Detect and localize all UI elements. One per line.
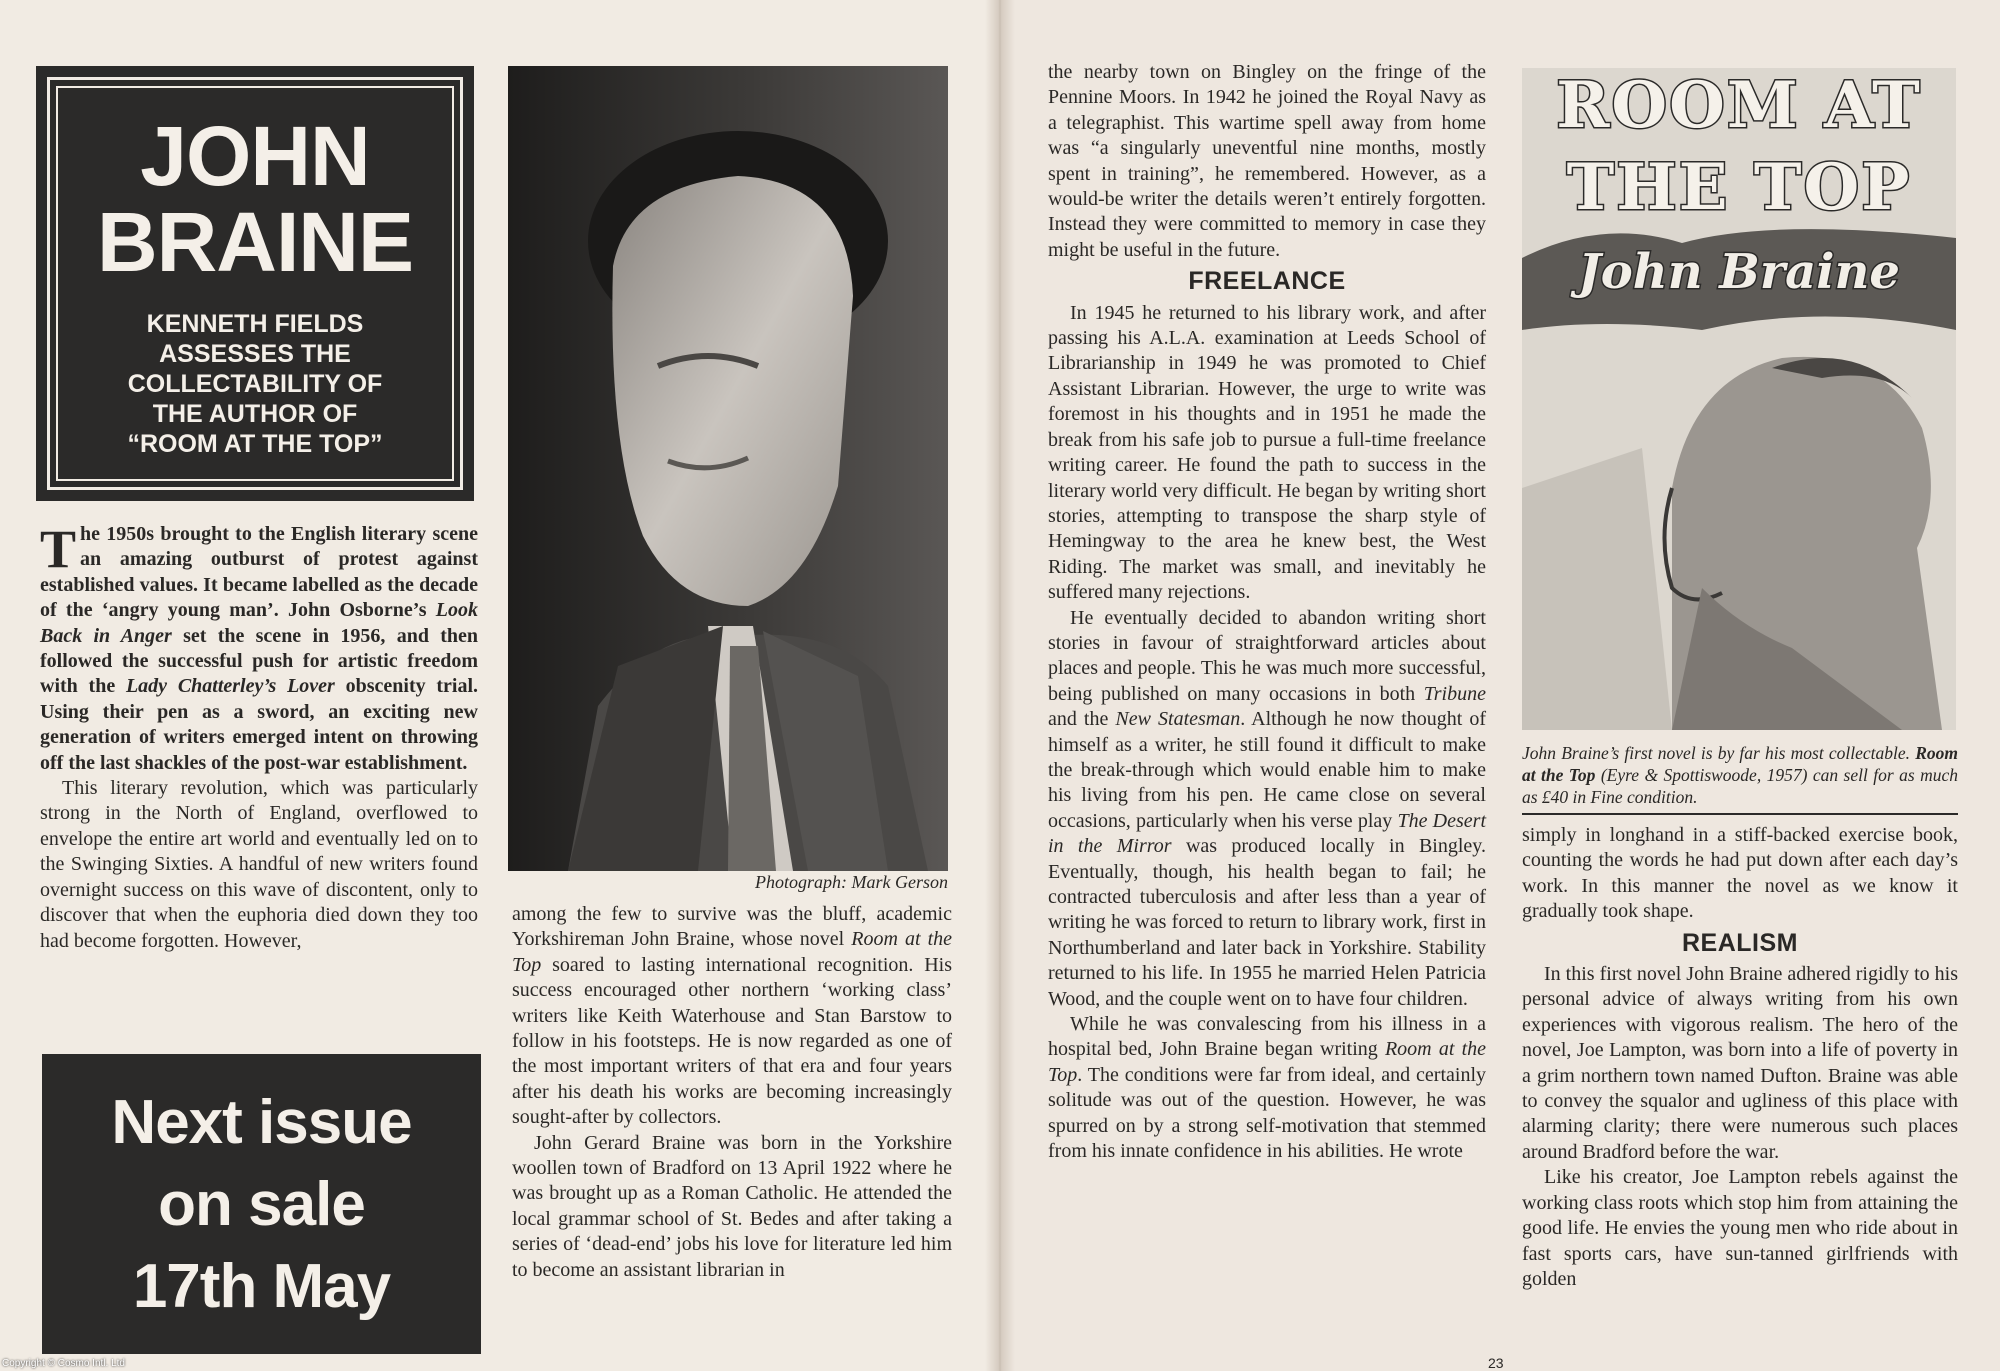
standfirst-line: ASSESSES THE xyxy=(159,340,351,368)
body-paragraph: John Gerard Braine was born in the Yorkshire woollen town of Bradford on 13 April 1922 where he was brought up as a Roman Catholic. He attended the local grammar school of St. Bedes and after taking a series of ‘dead-end’ jobs his love for literature led him to become an assistant librarian in xyxy=(512,1131,952,1281)
title-panel xyxy=(36,66,474,501)
standfirst-line: THE AUTHOR OF xyxy=(152,400,358,428)
body-paragraph: Like his creator, Joe Lampton rebels against the working class roots which stop him from attaining the good life. He envies the young men who ride about in fast sports cars, have sun-tanned girlfriends with golden xyxy=(1522,1166,1958,1290)
column-1 xyxy=(40,519,479,954)
body-paragraph: simply in longhand in a stiff-backed exercise book, counting the words he had put down after each day’s work. In this manner the novel as we know it gradually took shape. xyxy=(1522,824,1958,923)
article-title xyxy=(39,109,471,289)
next-issue-line: on sale xyxy=(158,1170,365,1239)
section-heading-freelance: FREELANCE xyxy=(1188,267,1346,296)
body-paragraph: While he was convalescing from his illness in a hospital bed, John Braine began writing Room at the Top. The conditions were far from ideal, and certainly solitude was out of the question. However, he was spurred on by a strong self-motivation that stemmed from his innate confidence in his abilities. He wrote xyxy=(1048,1013,1486,1163)
body-paragraph: This literary revolution, which was particularly strong in the North of England, overflowed to envelope the entire art world and eventually led on to the Swinging Sixties. A handful of new writers found overnight success on this wave of discontent, only to discover that when the euphoria died down they too had become forgotten. However, xyxy=(40,777,478,952)
body-paragraph: He eventually decided to abandon writing short stories in favour of straightforward articles about places and people. This he was much more successful, being published on many occasions in both Tribune and the New Statesman. Although he now thought of himself as a writer, he still found it difficult to make the break-through which would enable him to make his living from his pen. He came close on several occasions, particularly when his verse play The Desert in the Mirror was produced locally in Bingley. Eventually, though, his health began to fail; he contracted tuberculosis and after less than a year of writing he was forced to return to library work, first in Northumberland and later back in Yorkshire. Stability returned to his life. In 1955 he married Helen Patricia Wood, and the couple went on to have four children. xyxy=(1048,606,1487,1010)
author-portrait-photo xyxy=(508,66,948,871)
next-issue-line: Next issue xyxy=(111,1088,412,1157)
portrait-illustration xyxy=(508,66,948,871)
cover-title-line-1: ROOM AT xyxy=(1556,68,1922,143)
drop-cap: T xyxy=(40,519,77,579)
next-issue-line: 17th May xyxy=(132,1252,391,1321)
body-paragraph: among the few to survive was the bluff, academic Yorkshireman John Braine, whose novel Room at the Top soared to lasting international recognition. His success encouraged other northern ‘working class’ writers like Keith Waterhouse and Stan Barstow to follow in his footsteps. He is now regarded as one of the most important writers of that era and four years after his death his works are becoming increasingly sought-after by collectors. xyxy=(512,903,953,1129)
body-paragraph: In this first novel John Braine adhered rigidly to his personal advice of always writing from his own experiences with vigorous realism. The hero of the novel, Joe Lampton, was born into a life of poverty in a grim northern town named Dufton. Braine was able to convey the squalor and ugliness of this place with alarming clarity; there were numerous such places around Bradford before the war. xyxy=(1522,963,1958,1163)
column-3 xyxy=(1048,60,1486,1164)
cover-author: John Braine xyxy=(1578,244,1900,300)
article-standfirst xyxy=(69,309,441,459)
intro-paragraph: The 1950s brought to the English literary scene an amazing outburst of protest against established values. It became labelled as the decade of the ‘angry young man’. John Osborne’s Look Back in Anger set the scene in 1956, and then followed the successful push for artistic freedom with the Lady Chatterley’s Lover obscenity trial. Using their pen as a sword, an exciting new generation of writers emerged intent on throwing off the last shackles of the post-war establishment. xyxy=(40,519,479,774)
section-heading-realism: REALISM xyxy=(1682,928,1798,957)
body-paragraph: In 1945 he returned to his library work, and after passing his A.L.A. examination at Leeds School of Librarianship in 1949 he was promoted to Chief Assistant Librarian. However, the urge to write was foremost in his thoughts and in 1951 he made the break from his safe job to pursue a full-time freelance writing career. He found the path to success in the literary world very difficult. He began by writing short stories, attempting to transpose the sharp style of Hemingway to the area he knew best, the West Riding. The market was small, and inevitably he suffered many rejections. xyxy=(1048,301,1486,604)
body-paragraph: the nearby town on Bingley on the fringe of the Pennine Moors. In 1942 he joined the Royal Navy as a telegraphist. This wartime spell away from home was “a singularly uneventful nine months, mostly spent in training”, he remembered. However, as a would-be writer the details weren’t entirely forgotten. Instead they were committed to memory in case they might be useful in the future. xyxy=(1048,61,1486,261)
copyright-watermark: Copyright © Cosmo Intl. Ltd xyxy=(2,1358,125,1369)
standfirst-line: “ROOM AT THE TOP” xyxy=(127,430,383,458)
title-line-2: BRAINE xyxy=(96,195,413,289)
column-2 xyxy=(512,902,952,1283)
standfirst-line: COLLECTABILITY OF xyxy=(127,370,383,398)
next-issue-box xyxy=(42,1054,481,1354)
page-gutter xyxy=(985,0,1015,1371)
cover-caption: John Braine’s first novel is by far his most collectable. Room at the Top (Eyre & Spottiswoode, 1957) can sell for as much as £40 in Fine condition. xyxy=(1522,743,1958,807)
title-line-1: JOHN xyxy=(140,109,370,203)
photo-credit: Photograph: Mark Gerson xyxy=(755,872,948,892)
standfirst-line: KENNETH FIELDS xyxy=(146,310,364,338)
column-4 xyxy=(1522,823,1958,1292)
page-number: 23 xyxy=(1488,1355,1504,1371)
book-cover-image xyxy=(1522,68,1956,730)
cover-title-line-2: THE TOP xyxy=(1566,150,1912,225)
caption-rule xyxy=(1522,813,1958,815)
